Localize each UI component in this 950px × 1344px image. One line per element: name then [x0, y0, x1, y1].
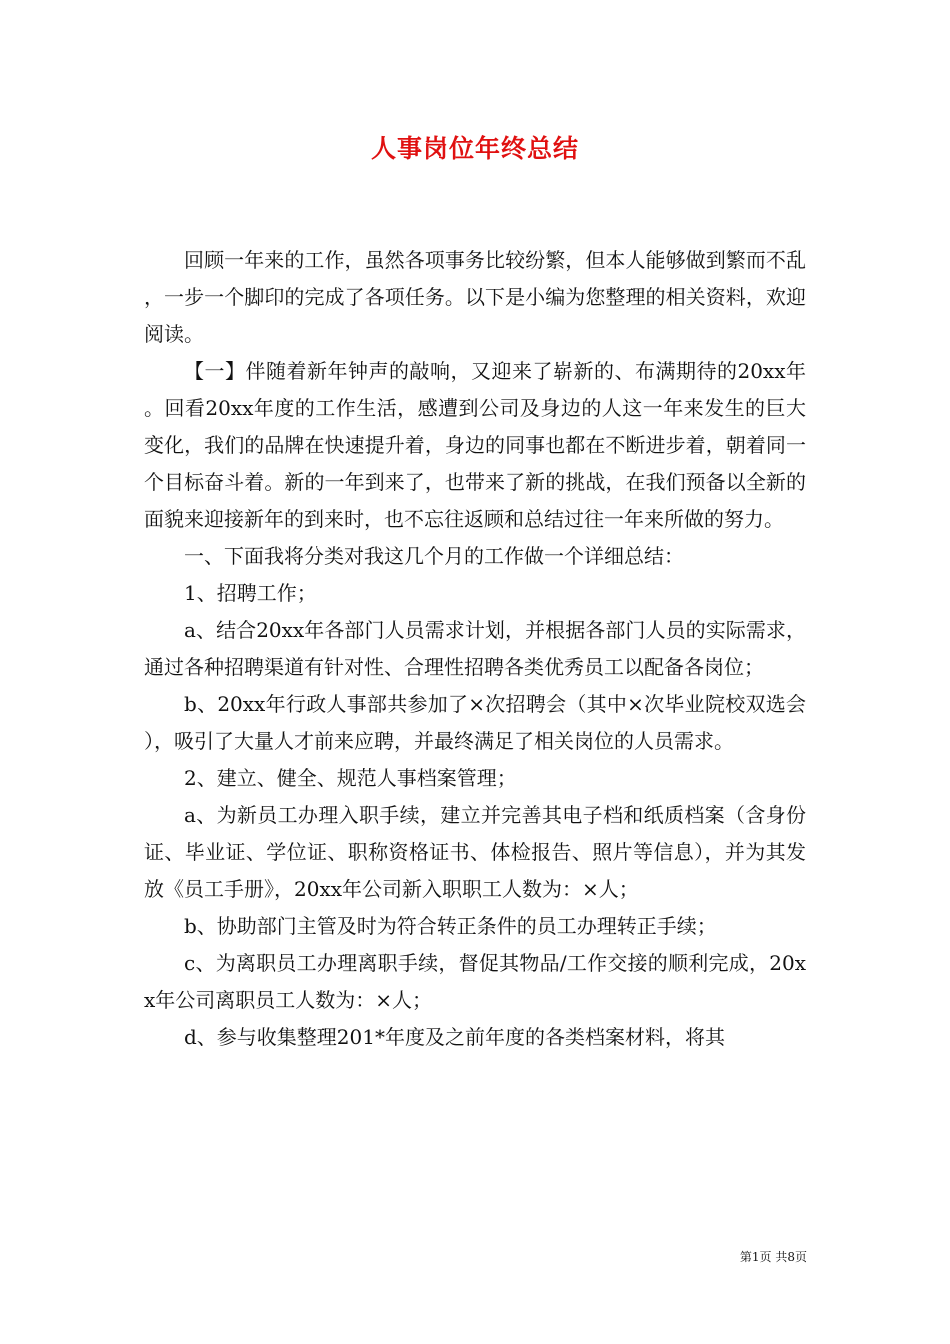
- paragraph-section-one: 【一】伴随着新年钟声的敲响，又迎来了崭新的、布满期待的20xx年。回看20xx年度的工作生活，感遭到公司及身边的人这一年来发生的巨大变化，我们的品牌在快速提升着，身边的同事也都在不断进步着，朝着同一个目标奋斗着。新的一年到来了，也带来了新的挑战，在我们预备以全新的面貌来迎接新年的到来时，也不忘往返顾和总结过往一年来所做的努力。: [144, 359, 806, 531]
- document-body: [144, 242, 806, 1056]
- paragraph-archive-a: a、为新员工办理入职手续，建立并完善其电子档和纸质档案（含身份证、毕业证、学位证、职称资格证书、体检报告、照片等信息），并为其发放《员工手册》，20xx年公司新入职职工人数为：×人；: [144, 803, 806, 901]
- paragraph-recruitment-a: a、结合20xx年各部门人员需求计划，并根据各部门人员的实际需求，通过各种招聘渠道有针对性、合理性招聘各类优秀员工以配备各岗位；: [144, 618, 806, 679]
- paragraph-archive-heading: 2、建立、健全、规范人事档案管理；: [184, 766, 517, 790]
- document-title: 人事岗位年终总结: [370, 134, 579, 163]
- paragraph-archive-b: b、协助部门主管及时为符合转正条件的员工办理转正手续；: [184, 914, 717, 938]
- paragraph-archive-c: c、为离职员工办理离职手续，督促其物品/工作交接的顺利完成，20xx年公司离职员工人数为：×人；: [144, 951, 806, 1012]
- paragraph-intro: 回顾一年来的工作，虽然各项事务比较纷繁，但本人能够做到繁而不乱，一步一个脚印的完成了各项任务。以下是小编为您整理的相关资料，欢迎阅读。: [144, 248, 806, 346]
- paragraph-recruitment-b: b、20xx年行政人事部共参加了×次招聘会（其中×次毕业院校双选会），吸引了大量人才前来应聘，并最终满足了相关岗位的人员需求。: [144, 692, 806, 753]
- paragraph-archive-d: d、参与收集整理201*年度及之前年度的各类档案材料，将其: [184, 1025, 725, 1049]
- page-number: 第1页 共8页: [739, 1250, 807, 1264]
- paragraph-summary-heading: 一、下面我将分类对我这几个月的工作做一个详细总结：: [184, 544, 684, 568]
- paragraph-recruitment-heading: 1、招聘工作；: [184, 581, 317, 605]
